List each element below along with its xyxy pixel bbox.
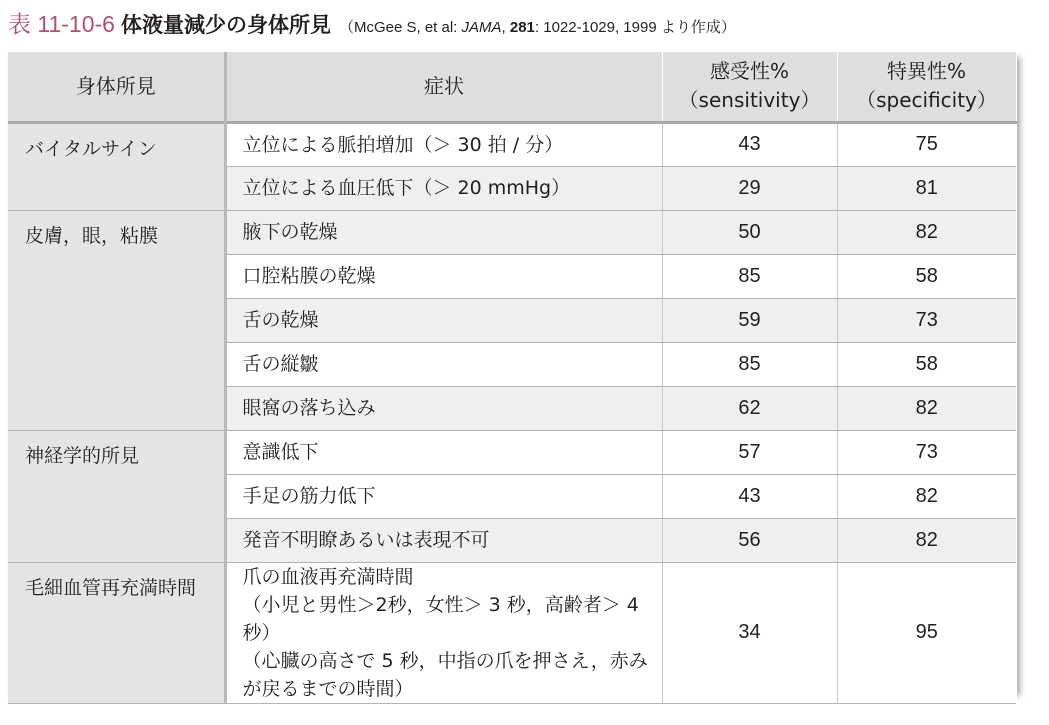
table-row — [8, 430, 1016, 474]
symptom-line: が戻るまでの時間） — [242, 677, 414, 700]
symptom-cell: 舌の乾燥 — [225, 298, 662, 342]
specificity-cell: 82 — [837, 474, 1016, 518]
category-cell: 神経学的所見 — [8, 430, 225, 562]
symptom-cell-multiline — [225, 562, 662, 703]
symptom-cell: 立位による脈拍増加（＞ 30 拍 / 分） — [225, 122, 662, 166]
symptom-cell: 腋下の乾燥 — [225, 210, 662, 254]
symptom-cell: 眼窩の落ち込み — [225, 386, 662, 430]
sensitivity-cell: 57 — [662, 430, 837, 474]
table-caption — [8, 6, 736, 38]
sensitivity-cell: 56 — [662, 518, 837, 562]
sensitivity-cell: 85 — [662, 342, 837, 386]
sensitivity-cell: 62 — [662, 386, 837, 430]
header-specificity-line2: （specificity） — [856, 88, 997, 113]
source-suffix: : 1022-1029, 1999 より作成） — [534, 19, 736, 36]
header-sensitivity-line1: 感受性% — [709, 59, 789, 84]
header-row — [8, 52, 1016, 122]
symptom-cell: 口腔粘膜の乾燥 — [225, 254, 662, 298]
sensitivity-cell: 29 — [662, 166, 837, 210]
symptom-cell: 舌の縦皺 — [225, 342, 662, 386]
symptom-cell: 立位による血圧低下（＞ 20 mmHg） — [225, 166, 662, 210]
header-sensitivity-line2: （sensitivity） — [678, 88, 821, 113]
symptom-line: （心臓の高さで 5 秒，中指の爪を押さえ，赤み — [242, 649, 648, 672]
specificity-cell: 58 — [837, 254, 1016, 298]
header-sensitivity — [662, 52, 837, 122]
sensitivity-cell: 34 — [662, 562, 837, 703]
source-volume: 281 — [509, 19, 535, 36]
symptom-cell: 手足の筋力低下 — [225, 474, 662, 518]
symptom-cell: 意識低下 — [225, 430, 662, 474]
symptom-line: （小児と男性＞2秒，女性＞ 3 秒，高齢者＞ 4 秒） — [242, 593, 639, 644]
header-symptom: 症状 — [225, 52, 662, 122]
specificity-cell: 82 — [837, 518, 1016, 562]
findings-table-container — [8, 52, 1016, 700]
table-source — [339, 16, 736, 37]
specificity-cell: 81 — [837, 166, 1016, 210]
table-header — [8, 52, 1016, 122]
source-journal: JAMA — [461, 19, 502, 36]
specificity-cell: 73 — [837, 430, 1016, 474]
specificity-cell: 73 — [837, 298, 1016, 342]
specificity-cell: 75 — [837, 122, 1016, 166]
specificity-cell: 82 — [837, 386, 1016, 430]
specificity-cell: 58 — [837, 342, 1016, 386]
source-separator: , — [501, 19, 510, 36]
symptom-cell: 発音不明瞭あるいは表現不可 — [225, 518, 662, 562]
specificity-cell: 82 — [837, 210, 1016, 254]
sensitivity-cell: 59 — [662, 298, 837, 342]
header-specificity-line1: 特異性% — [886, 59, 966, 84]
findings-table — [8, 52, 1017, 704]
sensitivity-cell: 43 — [662, 122, 837, 166]
table-row — [8, 122, 1016, 166]
category-cell: 皮膚，眼，粘膜 — [8, 210, 225, 430]
category-cell: 毛細血管再充満時間 — [8, 562, 225, 703]
table-row — [8, 210, 1016, 254]
sensitivity-cell: 43 — [662, 474, 837, 518]
table-number: 表 11-10-6 — [8, 11, 115, 37]
source-prefix: （McGee S, et al: — [338, 19, 462, 36]
category-cell: バイタルサイン — [8, 122, 225, 210]
table-row — [8, 562, 1016, 703]
sensitivity-cell: 50 — [662, 210, 837, 254]
specificity-cell: 95 — [837, 562, 1016, 703]
header-physical-findings: 身体所見 — [8, 52, 225, 122]
table-body — [8, 122, 1016, 703]
sensitivity-cell: 85 — [662, 254, 837, 298]
table-title: 体液量減少の身体所見 — [120, 13, 331, 37]
header-specificity — [837, 52, 1016, 122]
symptom-line: 爪の血液再充満時間 — [242, 565, 414, 588]
